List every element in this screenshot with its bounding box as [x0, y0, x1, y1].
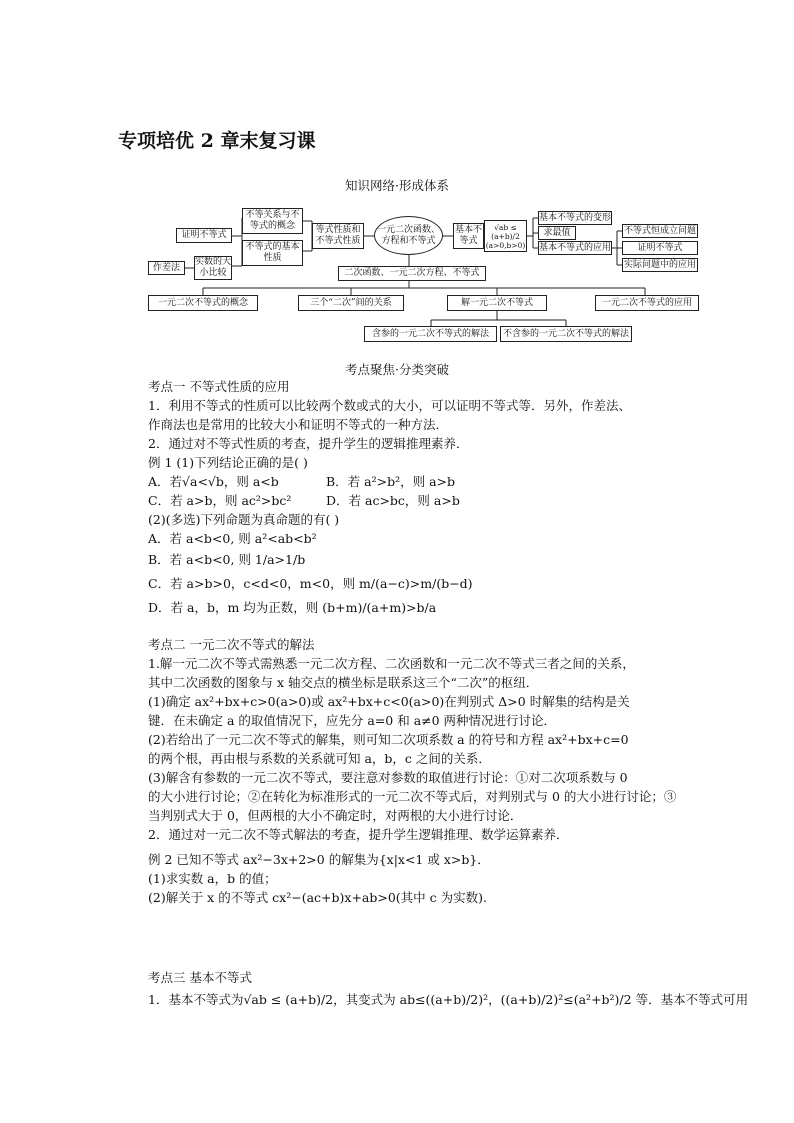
topic-2-line-9: 当判别式大于 0，但两根的大小不确定时，对两根的大小进行讨论．: [148, 808, 523, 823]
box-without-parameter-method: 不含参的一元二次不等式的解法: [500, 326, 632, 342]
box-always-holds-problem: 不等式恒成立问题: [622, 224, 698, 238]
section-heading-network: 知识网络·形成体系: [345, 178, 449, 193]
topic-3-heading: 考点三 基本不等式: [148, 970, 252, 985]
example-1-2-option-a: A．若 a<b<0, 则 a²<ab<b²: [148, 531, 317, 546]
section-heading-focus: 考点聚焦·分类突破: [345, 362, 449, 377]
example-2-part-1: (1)求实数 a，b 的值；: [148, 871, 277, 886]
box-prove-inequality: 证明不等式: [176, 228, 232, 243]
topic-2-line-1: 1.解一元二次不等式需熟悉一元二次方程、二次函数和一元二次不等式三者之间的关系，: [148, 656, 635, 671]
box-find-extremum: 求最值: [538, 226, 576, 240]
example-1-option-b: B．若 a²>b²，则 a>b: [326, 474, 456, 489]
topic-1-paragraph-1a: 1．利用不等式的性质可以比较两个数或式的大小，可以证明不等式等．另外，作差法、: [148, 398, 631, 413]
box-solve-quadratic-inequality: 解一元二次不等式: [447, 295, 547, 311]
box-function-equation-inequality: 二次函数、一元二次方程、不等式: [338, 266, 486, 281]
example-1-option-a: A．若√a<√b，则 a<b: [148, 474, 279, 489]
topic-2-heading: 考点二 一元二次不等式的解法: [148, 637, 315, 652]
box-equality-inequality-properties: 等式性质和不等式性质: [312, 223, 364, 249]
topic-2-line-4: 键．在未确定 a 的取值情况下，应先分 a=0 和 a≠0 两种情况进行讨论．: [148, 713, 557, 728]
topic-2-line-5: (2)若给出了一元二次不等式的解集，则可知二次项系数 a 的符号和方程 ax²+bx+c=0: [148, 732, 629, 747]
topic-3-line-1: 1．基本不等式为√ab ≤ (a+b)/2，其变式为 ab≤((a+b)/2)²，((a+b)/2)²≤(a²+b²)/2 等．基本不等式可用: [148, 992, 749, 1007]
box-difference-method: 作差法: [148, 261, 185, 275]
example-1-question-2: (2)(多选)下列命题为真命题的有( ): [148, 512, 340, 527]
box-basic-inequality-application: 基本不等式的应用: [538, 241, 612, 255]
topic-1-heading: 考点一 不等式性质的应用: [148, 379, 290, 394]
example-1-2-option-c: C．若 a>b>0，c<d<0，m<0，则 m/(a−c)>m/(b−d): [148, 576, 473, 591]
box-basic-inequality-formula: √ab ≤ (a+b)/2 (a>0,b>0): [484, 220, 527, 252]
topic-1-paragraph-2: 2．通过对不等式性质的考查，提升学生的逻辑推理素养．: [148, 436, 469, 451]
knowledge-network-diagram: [0, 0, 794, 350]
box-inequality-relation-concept: 不等关系与不等式的概念: [242, 208, 303, 234]
topic-2-line-7: (3)解含有参数的一元二次不等式，要注意对参数的取值进行讨论：①对二次项系数与 0: [148, 770, 628, 785]
example-2-statement: 例 2 已知不等式 ax²−3x+2>0 的解集为{x|x<1 或 x>b}．: [148, 852, 490, 867]
example-1-option-c: C．若 a>b，则 ac²>bc²: [148, 493, 292, 508]
box-practical-application: 实际问题中的应用: [622, 258, 698, 272]
box-basic-inequality: 基本不等式: [453, 223, 484, 249]
topic-2-line-3: (1)确定 ax²+bx+c>0(a>0)或 ax²+bx+c<0(a>0)在判别式 Δ>0 时解集的结构是关: [148, 694, 630, 709]
box-prove-inequality-2: 证明不等式: [622, 241, 698, 255]
topic-2-line-6: 的两个根，再由根与系数的关系就可知 a，b，c 之间的关系．: [148, 751, 491, 766]
topic-2-line-8: 的大小进行讨论；②在转化为标准形式的一元二次不等式后，对判别式与 0 的大小进行讨论；③: [148, 789, 677, 804]
box-inequality-variant: 基本不等式的变形: [538, 211, 612, 225]
example-1-option-d: D．若 ac>bc，则 a>b: [326, 493, 460, 508]
topic-2-line-10: 2．通过对一元二次不等式解法的考查，提升学生逻辑推理、数学运算素养．: [148, 827, 569, 842]
box-basic-properties: 不等式的基本性质: [242, 240, 303, 266]
example-1-2-option-b: B．若 a<b<0, 则 1/a>1/b: [148, 552, 306, 567]
page-title: 专项培优 2 章末复习课: [118, 130, 316, 152]
example-1-2-option-d: D．若 a，b，m 均为正数，则 (b+m)/(a+m)>b/a: [148, 600, 437, 615]
box-quadratic-inequality-application: 一元二次不等式的应用: [595, 295, 699, 311]
example-1-question-1: 例 1 (1)下列结论正确的是( ): [148, 455, 308, 470]
topic-1-paragraph-1b: 作商法也是常用的比较大小和证明不等式的一种方法．: [148, 417, 449, 432]
ellipse-center-topic: 一元二次函数、方程和不等式: [374, 216, 443, 255]
box-quadratic-inequality-concept: 一元二次不等式的概念: [148, 295, 258, 311]
topic-2-line-2: 其中二次函数的图象与 x 轴交点的横坐标是联系这三个“二次”的枢纽．: [148, 675, 539, 690]
example-2-part-2: (2)解关于 x 的不等式 cx²−(ac+b)x+ab>0(其中 c 为实数).: [148, 890, 487, 905]
box-real-number-compare: 实数的大小比较: [195, 257, 232, 278]
box-with-parameter-method: 含参的一元二次不等式的解法: [364, 326, 497, 342]
box-three-quadratics-relation: 三个“二次”间的关系: [298, 295, 404, 311]
